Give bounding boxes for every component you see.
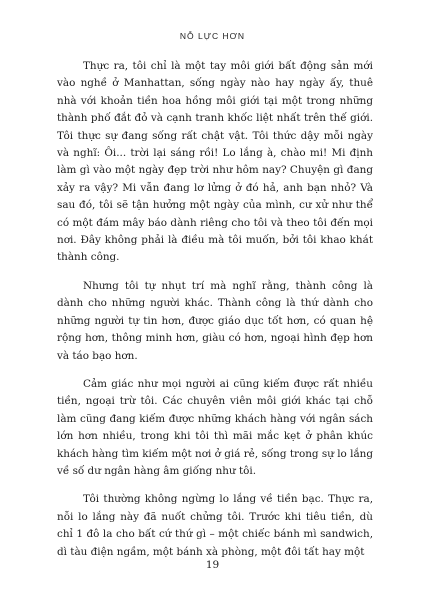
- body-text: [57, 58, 373, 572]
- paragraph-3: Cảm giác như mọi người ai cũng kiếm được rất nhiều tiền, ngoại trừ tôi. Các chuyên viên môi giới khác tại chỗ làm cũng đang kiếm được những khách hàng với ngân sách lớn hơn nhiều, trong khi tôi thì mãi mắc kẹt ở phân khúc khách hàng tìm kiếm một nơi ở giá rẻ, sống trong sự lo lắng về số dư ngân hàng âm giống như tôi.: [57, 377, 373, 477]
- paragraph-1: Thực ra, tôi chỉ là một tay môi giới bất động sản mới vào nghề ở Manhattan, sống ngày nào hay ngày ấy, thuê nhà với khoản tiền hoa hồng môi giới tại một trong những thành phố đắt đỏ và cạnh tranh khốc liệt nhất trên thế giới. Tôi thực sự đang sống rất chật vật. Tôi thức dậy mỗi ngày và nghĩ: Ôi... trời lại sáng rồi! Lo lắng à, chào mi! Mi định làm gì vào một ngày đẹp trời như hôm nay? Chuyện gì đang xảy ra vậy? Mi vẫn đang lơ lửng ở đó hả, anh bạn nhỏ? Và sau đó, tôi sẽ tận hưởng một ngày của mình, cư xử như thể có một đám mây báo dành riêng cho tôi và theo tôi đến mọi nơi. Đây không phải là điều mà tôi muốn, bởi tôi khao khát thành công.: [57, 60, 373, 264]
- running-head-title: NỖ LỰC HƠN: [179, 31, 246, 41]
- page-number: 19: [205, 559, 220, 571]
- paragraph-4: Tôi thường không ngừng lo lắng về tiền bạc. Thực ra, nỗi lo lắng này đã nuốt chửng tôi. Trước khi tiêu tiền, dù chỉ 1 đô la cho bất cứ thứ gì – một chiếc bánh mì sandwich, dì tàu điện ngầm, một bánh xà phòng, một đôi tất hay một: [57, 493, 373, 558]
- paragraph-2: Nhưng tôi tự nhụt trí mà nghĩ rằng, thành công là dành cho những người khác. Thành công là thứ dành cho những người tự tin hơn, được giáo dục tốt hơn, có quan hệ rộng hơn, thông minh hơn, giàu có hơn, ngoại hình đẹp hơn và táo bạo hơn.: [57, 279, 373, 362]
